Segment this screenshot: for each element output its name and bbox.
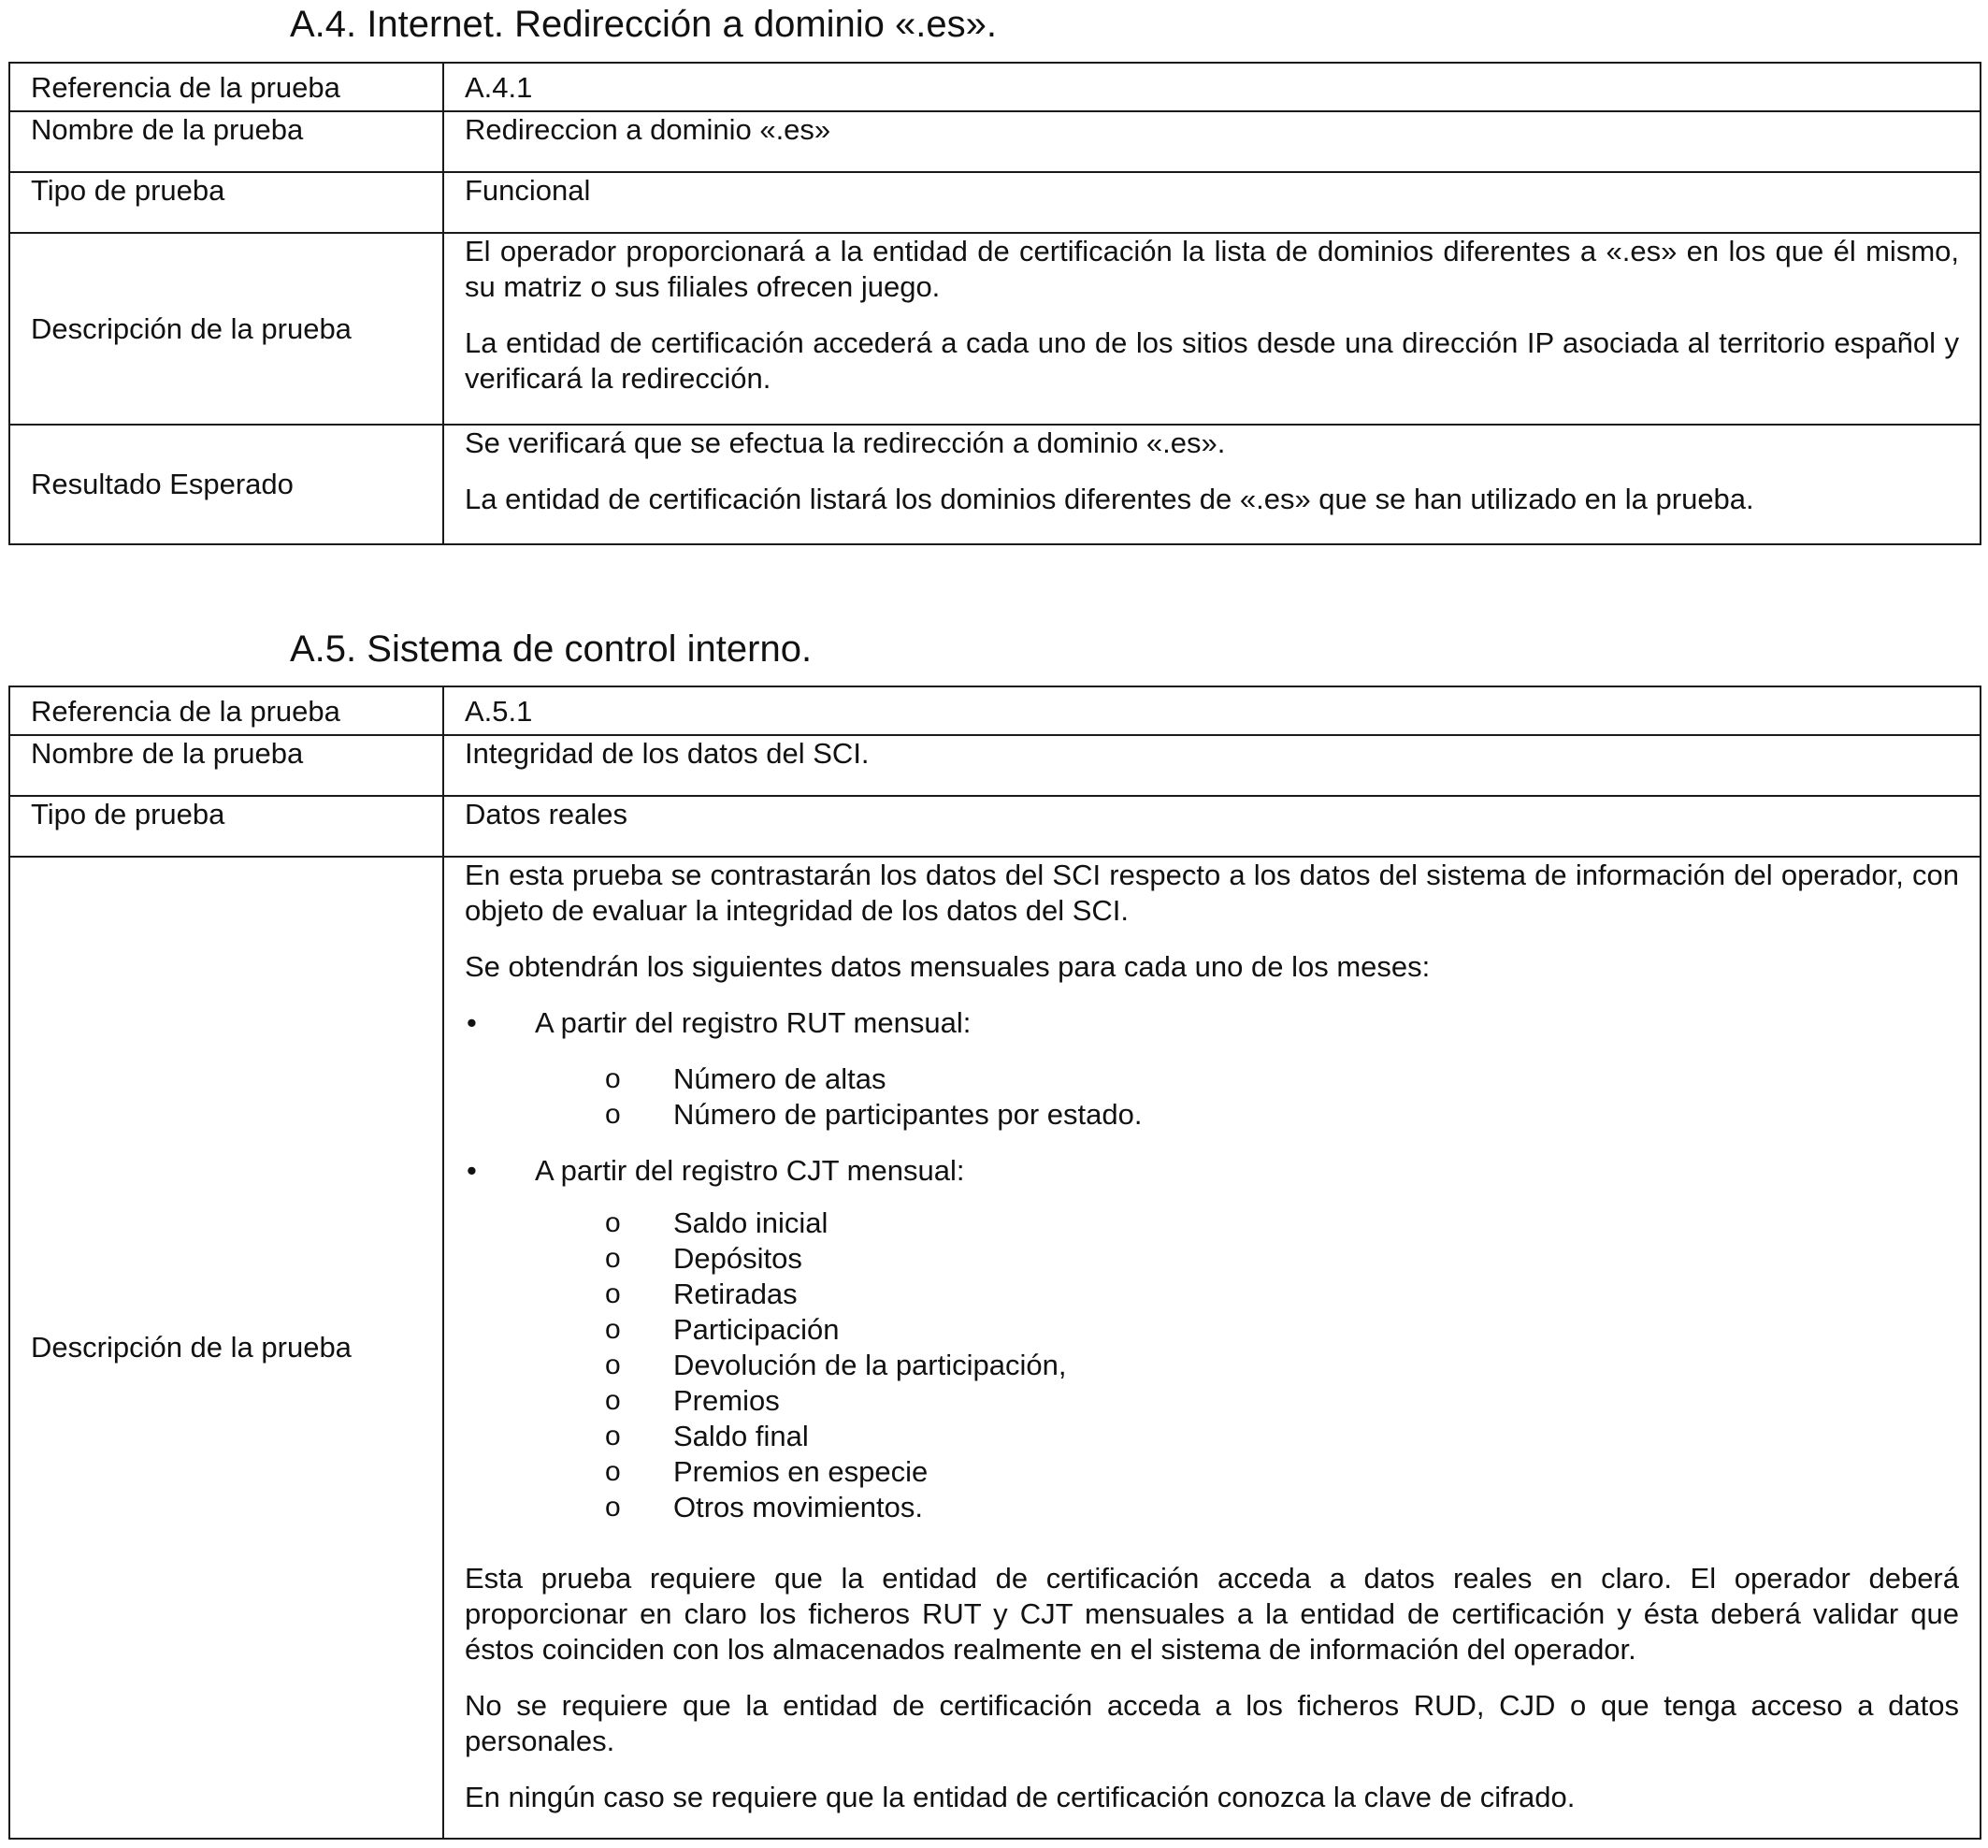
bullet-icon: • xyxy=(467,1154,477,1187)
sub-list xyxy=(465,1061,1959,1133)
bullet-icon: • xyxy=(467,1006,477,1039)
sub-list-item xyxy=(605,1419,1959,1454)
circle-bullet-icon: o xyxy=(605,1314,621,1345)
table-row xyxy=(9,425,1981,544)
circle-bullet-icon: o xyxy=(605,1456,621,1487)
bullet-list xyxy=(465,1005,1959,1525)
row-label: Nombre de la prueba xyxy=(9,735,443,796)
table-row xyxy=(9,63,1981,111)
table-row xyxy=(9,111,1981,172)
row-label: Descripción de la prueba xyxy=(9,233,443,425)
list-item-label: A partir del registro RUT mensual: xyxy=(535,1006,972,1039)
sub-list-item-label: Devolución de la participación, xyxy=(673,1349,1067,1381)
table-row xyxy=(9,233,1981,425)
paragraph: La entidad de certificación listará los dominios diferentes de «.es» que se han utilizado en la prueba. xyxy=(465,483,1754,515)
sub-list-item-label: Participación xyxy=(673,1313,840,1346)
sub-list-item xyxy=(605,1454,1959,1490)
sub-list-item-label: Saldo final xyxy=(673,1420,809,1452)
sub-list-item xyxy=(605,1097,1959,1133)
circle-bullet-icon: o xyxy=(605,1243,621,1274)
sub-list-item-label: Número de altas xyxy=(673,1062,886,1095)
circle-bullet-icon: o xyxy=(605,1207,621,1238)
row-value: A.5.1 xyxy=(443,686,1981,735)
list-item xyxy=(465,1153,1959,1525)
test-table xyxy=(8,62,1981,545)
row-label: Tipo de prueba xyxy=(9,796,443,857)
circle-bullet-icon: o xyxy=(605,1492,621,1523)
paragraph: Se obtendrán los siguientes datos mensuales para cada uno de los meses: xyxy=(465,950,1431,983)
table-row xyxy=(9,857,1981,1839)
row-value: Integridad de los datos del SCI. xyxy=(443,735,1981,796)
paragraph: Se verificará que se efectua la redirección a dominio «.es». xyxy=(465,426,1226,459)
circle-bullet-icon: o xyxy=(605,1099,621,1130)
list-item-label: A partir del registro CJT mensual: xyxy=(535,1154,965,1187)
paragraph: La entidad de certificación accederá a cada uno de los sitios desde una dirección IP asociada al territorio español y verificará la redirección. xyxy=(465,326,1959,395)
paragraph: No se requiere que la entidad de certificación acceda a los ficheros RUD, CJD o que tenga acceso a datos personales. xyxy=(465,1689,1959,1757)
row-value xyxy=(443,425,1981,544)
sub-list-item xyxy=(605,1348,1959,1383)
row-value xyxy=(443,233,1981,425)
row-label: Tipo de prueba xyxy=(9,172,443,233)
row-label: Descripción de la prueba xyxy=(9,857,443,1839)
row-label: Nombre de la prueba xyxy=(9,111,443,172)
row-value: Datos reales xyxy=(443,796,1981,857)
sub-list-item xyxy=(605,1277,1959,1312)
paragraph: En esta prueba se contrastarán los datos del SCI respecto a los datos del sistema de información del operador, con objeto de evaluar la integridad de los datos del SCI. xyxy=(465,859,1959,927)
circle-bullet-icon: o xyxy=(605,1350,621,1380)
sub-list-item-label: Retiradas xyxy=(673,1278,798,1310)
sub-list-item-label: Premios en especie xyxy=(673,1455,929,1488)
sub-list-item xyxy=(605,1241,1959,1277)
sub-list-item xyxy=(605,1206,1959,1241)
paragraph: El operador proporcionará a la entidad de certificación la lista de dominios diferentes a «.es» en los que él mismo, su matriz o sus filiales ofrecen juego. xyxy=(465,235,1959,303)
table-row xyxy=(9,172,1981,233)
sub-list-item-label: Número de participantes por estado. xyxy=(673,1098,1143,1131)
row-label: Resultado Esperado xyxy=(9,425,443,544)
sub-list-item xyxy=(605,1312,1959,1348)
sub-list-item-label: Saldo inicial xyxy=(673,1206,828,1239)
sub-list-item xyxy=(605,1383,1959,1419)
section-a4 xyxy=(8,2,1981,545)
section-heading: A.4. Internet. Redirección a dominio «.es». xyxy=(290,4,997,45)
row-label: Referencia de la prueba xyxy=(9,686,443,735)
sub-list-item-label: Depósitos xyxy=(673,1242,802,1275)
section-heading: A.5. Sistema de control interno. xyxy=(290,628,813,670)
table-row xyxy=(9,735,1981,796)
row-label: Referencia de la prueba xyxy=(9,63,443,111)
test-table xyxy=(8,686,1981,1840)
list-item xyxy=(465,1005,1959,1133)
section-a5 xyxy=(8,627,1981,1840)
table-row xyxy=(9,686,1981,735)
row-value xyxy=(443,857,1981,1839)
row-value: Redireccion a dominio «.es» xyxy=(443,111,1981,172)
sub-list-item-label: Otros movimientos. xyxy=(673,1491,924,1523)
sub-list xyxy=(465,1206,1959,1525)
sub-list-item xyxy=(605,1490,1959,1525)
sub-list-item-label: Premios xyxy=(673,1384,780,1417)
paragraph: Esta prueba requiere que la entidad de certificación acceda a datos reales en claro. El operador deberá proporcionar en claro los ficheros RUT y CJT mensuales a la entidad de certificación y ésta deberá validar que éstos coinciden con los almacenados realmente en el sistema de información del operador. xyxy=(465,1562,1959,1666)
row-value: Funcional xyxy=(443,172,1981,233)
row-value: A.4.1 xyxy=(443,63,1981,111)
table-row xyxy=(9,796,1981,857)
sub-list-item xyxy=(605,1061,1959,1097)
circle-bullet-icon: o xyxy=(605,1063,621,1094)
circle-bullet-icon: o xyxy=(605,1385,621,1416)
paragraph: En ningún caso se requiere que la entidad de certificación conozca la clave de cifrado. xyxy=(465,1781,1576,1813)
circle-bullet-icon: o xyxy=(605,1421,621,1451)
circle-bullet-icon: o xyxy=(605,1278,621,1309)
